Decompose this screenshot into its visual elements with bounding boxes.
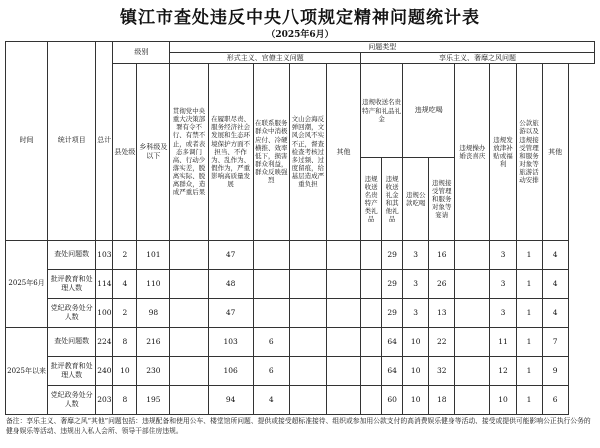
cell-county: 4 bbox=[113, 269, 137, 298]
header-formalism-2: 在履职尽责、服务经济社会发展和生态环境保护方面不担当、不作为、乱作为、假作为，严重影响高质量发展 bbox=[208, 64, 253, 240]
cell-total: 203 bbox=[96, 385, 113, 414]
cell-f3: 6 bbox=[253, 356, 289, 385]
cell-county: 2 bbox=[113, 240, 137, 269]
header-level-county: 县处级 bbox=[113, 64, 137, 240]
cell-h3 bbox=[455, 356, 490, 385]
cell-township: 230 bbox=[137, 356, 170, 385]
cell-h3 bbox=[455, 298, 490, 327]
group-time: 2025年6月 bbox=[6, 240, 48, 327]
cell-f5 bbox=[326, 298, 360, 327]
cell-h2b: 26 bbox=[429, 269, 455, 298]
cell-h5: 1 bbox=[516, 356, 542, 385]
cell-township: 110 bbox=[137, 269, 170, 298]
cell-h4: 10 bbox=[490, 385, 516, 414]
cell-h2b: 22 bbox=[429, 327, 455, 356]
cell-h1a bbox=[361, 298, 382, 327]
cell-h4: 3 bbox=[490, 269, 516, 298]
cell-f1 bbox=[170, 385, 208, 414]
cell-h1a bbox=[361, 385, 382, 414]
cell-h1b: 64 bbox=[382, 327, 403, 356]
cell-h2a: 10 bbox=[403, 327, 429, 356]
cell-f5 bbox=[326, 356, 360, 385]
cell-h1a bbox=[361, 269, 382, 298]
cell-f1 bbox=[170, 240, 208, 269]
header-formalism-other: 其他 bbox=[326, 64, 360, 240]
cell-f2: 47 bbox=[208, 298, 253, 327]
cell-f4 bbox=[289, 327, 326, 356]
cell-h2a: 3 bbox=[403, 269, 429, 298]
header-hedonism-dining-public: 违规公款吃喝 bbox=[403, 158, 429, 240]
cell-f5 bbox=[326, 269, 360, 298]
cell-county: 8 bbox=[113, 327, 137, 356]
cell-township: 101 bbox=[137, 240, 170, 269]
cell-h6: 4 bbox=[542, 298, 568, 327]
header-hedonism-dining-banquet: 违规接受管理和服务对象等宴请 bbox=[429, 158, 455, 240]
cell-h2a: 3 bbox=[403, 298, 429, 327]
cell-h6: 6 bbox=[542, 385, 568, 414]
cell-h5: 1 bbox=[516, 269, 542, 298]
cell-h1a bbox=[361, 356, 382, 385]
cell-f5 bbox=[326, 385, 360, 414]
header-formalism-4: 文山会海反弹回潮，文风会风不实不正，督查检查考核过多过频、过度留痕，给基层造成严重负担 bbox=[289, 64, 326, 240]
report-title: 镇江市查处违反中央八项规定精神问题统计表 bbox=[120, 8, 480, 28]
cell-county: 10 bbox=[113, 356, 137, 385]
row-item: 批评教育和处理人数 bbox=[48, 356, 96, 385]
cell-h1b: 64 bbox=[382, 356, 403, 385]
cell-f2: 94 bbox=[208, 385, 253, 414]
header-hedonism-travel: 公款旅游以及违规接受管理和服务对象等旅游活动安排 bbox=[516, 64, 542, 240]
header-hedonism-gifts-cash: 违规收送礼金和其他礼品 bbox=[382, 158, 403, 240]
cell-h2a: 10 bbox=[403, 385, 429, 414]
table-row bbox=[6, 298, 595, 327]
row-item: 批评教育和处理人数 bbox=[48, 269, 96, 298]
cell-f5 bbox=[326, 327, 360, 356]
table-row bbox=[6, 327, 595, 356]
header-problem-types: 问题类型 bbox=[170, 42, 595, 53]
cell-township: 195 bbox=[137, 385, 170, 414]
cell-h2b: 13 bbox=[429, 298, 455, 327]
cell-h3 bbox=[455, 385, 490, 414]
header-level-township: 乡科级及以下 bbox=[137, 64, 170, 240]
cell-f3: 6 bbox=[253, 327, 289, 356]
cell-total: 224 bbox=[96, 327, 113, 356]
header-hedonism-weddings: 违规操办婚丧喜庆 bbox=[455, 64, 490, 240]
cell-f5 bbox=[326, 240, 360, 269]
cell-total: 103 bbox=[96, 240, 113, 269]
cell-h2b: 16 bbox=[429, 240, 455, 269]
cell-h4: 12 bbox=[490, 356, 516, 385]
cell-h4: 3 bbox=[490, 240, 516, 269]
header-hedonism-gifts: 违规收送名贵特产和礼品礼金 bbox=[361, 64, 403, 158]
row-item: 党纪政务处分人数 bbox=[48, 298, 96, 327]
cell-f2: 48 bbox=[208, 269, 253, 298]
header-formalism-3: 在联系服务群众中消极应付、冷硬横推、效率低下，损害群众利益，群众反映强烈 bbox=[253, 64, 289, 240]
cell-f2: 103 bbox=[208, 327, 253, 356]
cell-f1 bbox=[170, 269, 208, 298]
cell-h1a bbox=[361, 240, 382, 269]
header-formalism-group: 形式主义、官僚主义问题 bbox=[170, 53, 361, 64]
cell-h2b: 18 bbox=[429, 385, 455, 414]
cell-total: 100 bbox=[96, 298, 113, 327]
header-hedonism-other: 其他 bbox=[542, 64, 568, 240]
cell-h6: 4 bbox=[542, 240, 568, 269]
report-subtitle: （2025年6月） bbox=[266, 30, 334, 40]
header-total: 总计 bbox=[96, 42, 113, 241]
cell-h5: 1 bbox=[516, 385, 542, 414]
cell-county: 8 bbox=[113, 385, 137, 414]
cell-h4: 3 bbox=[490, 298, 516, 327]
cell-f1 bbox=[170, 356, 208, 385]
cell-h2a: 3 bbox=[403, 240, 429, 269]
cell-f2: 106 bbox=[208, 356, 253, 385]
cell-f1 bbox=[170, 298, 208, 327]
header-items: 统计项目 bbox=[48, 42, 96, 241]
cell-h6: 7 bbox=[542, 327, 568, 356]
cell-h6: 9 bbox=[542, 356, 568, 385]
cell-h1b: 29 bbox=[382, 269, 403, 298]
cell-f3 bbox=[253, 269, 289, 298]
table-row bbox=[6, 269, 595, 298]
cell-f3 bbox=[253, 240, 289, 269]
cell-h1b: 29 bbox=[382, 298, 403, 327]
footnote: 备注：享乐主义、奢靡之风“其他”问题包括：违规配备和使用公车、楼堂馆所问题、提供或接受超标准接待、组织或参加用公款支付的高消费娱乐健身等活动、接受或提供可能影响公正执行公务的健身娱乐等活动、违规出入私人会所、领导干部住房违规。 bbox=[6, 417, 591, 435]
header-hedonism-gifts-specialty: 违规收送名贵特产类礼品 bbox=[361, 158, 382, 240]
cell-f4 bbox=[289, 356, 326, 385]
row-item: 党纪政务处分人数 bbox=[48, 385, 96, 414]
cell-h3 bbox=[455, 240, 490, 269]
cell-h3 bbox=[455, 269, 490, 298]
statistics-table bbox=[5, 41, 595, 415]
cell-f4 bbox=[289, 240, 326, 269]
cell-h5: 1 bbox=[516, 240, 542, 269]
cell-h3 bbox=[455, 327, 490, 356]
cell-township: 98 bbox=[137, 298, 170, 327]
header-hedonism-dining: 违规吃喝 bbox=[403, 64, 455, 158]
cell-f3: 4 bbox=[253, 385, 289, 414]
cell-h1b: 60 bbox=[382, 385, 403, 414]
row-item: 查处问题数 bbox=[48, 327, 96, 356]
group-time: 2025年以来 bbox=[6, 327, 48, 414]
cell-total: 240 bbox=[96, 356, 113, 385]
header-hedonism-allowances: 违规发放津补贴或福利 bbox=[490, 64, 516, 240]
cell-h6: 4 bbox=[542, 269, 568, 298]
cell-f4 bbox=[289, 269, 326, 298]
cell-county: 2 bbox=[113, 298, 137, 327]
cell-h1b: 29 bbox=[382, 240, 403, 269]
cell-f2: 47 bbox=[208, 240, 253, 269]
cell-h5: 1 bbox=[516, 298, 542, 327]
cell-h4: 11 bbox=[490, 327, 516, 356]
header-time: 时间 bbox=[6, 42, 48, 241]
cell-total: 114 bbox=[96, 269, 113, 298]
cell-h2b: 32 bbox=[429, 356, 455, 385]
cell-township: 216 bbox=[137, 327, 170, 356]
cell-h5: 1 bbox=[516, 327, 542, 356]
table-row bbox=[6, 385, 595, 414]
row-item: 查处问题数 bbox=[48, 240, 96, 269]
table-row bbox=[6, 240, 595, 269]
header-level-group: 级别 bbox=[113, 42, 170, 64]
header-formalism-1: 贯彻党中央重大决策部署有令不行、有禁不止，或者表态多调门高、行动少落实差，脱离实际、脱离群众，造成严重后果 bbox=[170, 64, 208, 240]
cell-f3 bbox=[253, 298, 289, 327]
cell-h1a bbox=[361, 327, 382, 356]
cell-h2a: 10 bbox=[403, 356, 429, 385]
cell-f4 bbox=[289, 385, 326, 414]
cell-f4 bbox=[289, 298, 326, 327]
table-row bbox=[6, 356, 595, 385]
cell-f1 bbox=[170, 327, 208, 356]
header-hedonism-group: 享乐主义、奢靡之风问题 bbox=[361, 53, 595, 64]
